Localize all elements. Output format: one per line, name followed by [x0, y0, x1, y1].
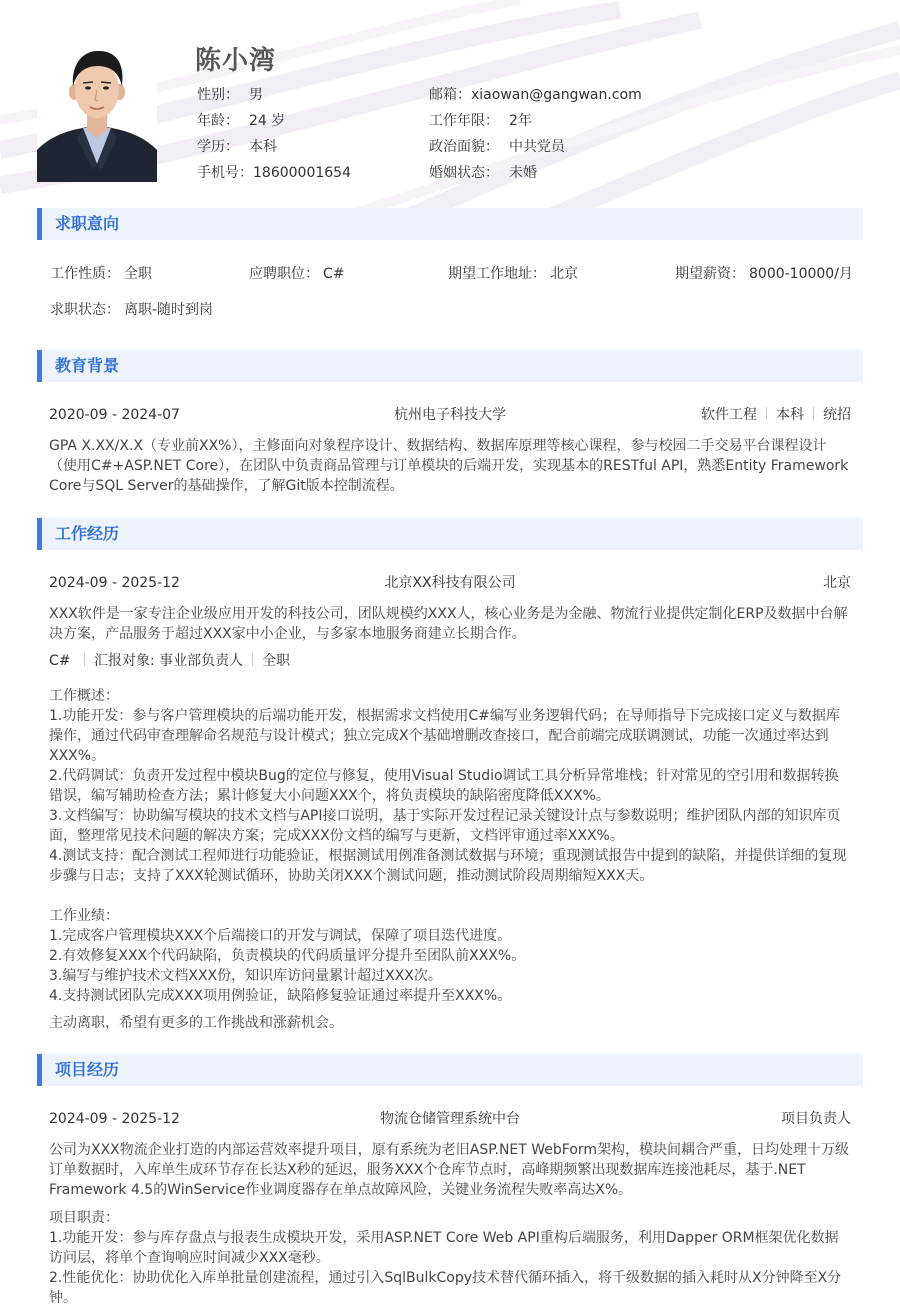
intent-value: 离职-随时到岗 — [124, 302, 214, 318]
info-marital-status — [429, 164, 642, 190]
work-detail-line: 4.支持测试团队完成XXX项用例验证，缺陷修复验证通过率提升至XXX%。 — [49, 988, 512, 1004]
project-period: 2024-09 - 2025-12 — [49, 1111, 180, 1127]
education-school: 杭州电子科技大学 — [394, 407, 506, 423]
work-detail-line: 1.功能开发：参与客户管理模块的后端功能开发，根据需求文档使用C#编写业务逻辑代码；在导师指导下完成接口定义与数据库操作，通过代码审查理解命名规范与设计模式；独立完成X个基础增删改查接口，配合前端完成联调测试，功能一次通过率达到XXX%。 — [49, 708, 840, 764]
divider — [84, 653, 85, 666]
info-label: 学历： — [197, 139, 239, 155]
info-label: 年龄： — [197, 113, 239, 129]
work-detail-line: 1.完成客户管理模块XXX个后端接口的开发与调试，保障了项目迭代进度。 — [49, 928, 512, 944]
info-value: 24 岁 — [249, 113, 286, 129]
info-label: 婚姻状态： — [429, 165, 499, 181]
work-tag-type: 全职 — [262, 653, 291, 669]
education-mode: 统招 — [823, 407, 851, 423]
project-description: 公司为XXX物流企业打造的内部运营效率提升项目，原有系统为老旧ASP.NET WebForm架构，模块间耦合严重，日均处理十万级订单数据时，入库单生成环节存在长达X秒的延迟，服务XXX个仓库节点时，高峰期频繁出现数据库连接池耗尽，基于.NET Framework 4.5的WinService作业调度器存在单点故障风险，关键业务流程失败率高达X%。 — [49, 1142, 850, 1198]
intent-label: 求职状态： — [50, 302, 120, 318]
section-accent-bar — [37, 518, 42, 550]
work-detail-line: 3.文档编写：协助编写模块的技术文档与API接口说明，基于实际开发过程记录关键设计点与参数说明；维护团队内部的知识库页面，整理常见技术问题的解决方案；完成XXX份文档的编写与更新，文档评审通过率XXX%。 — [49, 808, 841, 844]
section-project-header — [37, 1054, 863, 1086]
work-detail-line: 2.代码调试：负责开发过程中模块Bug的定位与修复，使用Visual Studio调试工具分析异常堆栈；针对常见的空引用和数据转换错误，编写辅助检查方法；累计修复大小问题XXX个，将负责模块的缺陷密度降低XXX%。 — [49, 768, 839, 804]
project-duty-item: 2.性能优化：协助优化入库单批量创建流程，通过引入SqlBulkCopy技术替代循环插入，将千级数据的插入耗时从X分钟降至X分钟。 — [49, 1270, 842, 1306]
divider — [813, 407, 814, 420]
work-tag-role: C# — [49, 653, 71, 669]
work-detail-line — [49, 886, 851, 906]
work-period: 2024-09 - 2025-12 — [49, 575, 180, 591]
work-detail-line: 3.编写与维护技术文档XXX份，知识库访问量累计超过XXX次。 — [49, 968, 442, 984]
candidate-name: 陈小湾 — [195, 46, 277, 76]
info-political-status — [429, 138, 642, 164]
profile-header — [0, 0, 900, 200]
section-title: 工作经历 — [55, 524, 120, 543]
education-period: 2020-09 - 2024-07 — [49, 407, 180, 423]
project-name: 物流仓储管理系统中台 — [380, 1111, 520, 1127]
intent-value: C# — [323, 266, 345, 282]
section-title: 求职意向 — [55, 214, 120, 233]
info-value: 18600001654 — [253, 165, 351, 181]
intent-value: 北京 — [550, 266, 578, 282]
section-job-intent-header — [37, 208, 863, 240]
section-title: 项目经历 — [55, 1060, 120, 1079]
work-detail-line: 工作概述： — [49, 688, 119, 704]
intent-label: 应聘职位： — [249, 266, 319, 282]
work-company-description: XXX软件是一家专注企业级应用开发的科技公司，团队规模约XXX人，核心业务是为金融、物流行业提供定制化ERP及数据中台解决方案，产品服务于超过XXX家中小企业，与多家本地服务商建立长期合作。 — [49, 606, 848, 642]
intent-value: 8000-10000/月 — [749, 266, 853, 282]
info-email — [429, 86, 642, 112]
info-value: 本科 — [249, 139, 277, 155]
intent-job-type — [50, 264, 152, 284]
work-detail-line: 2.有效修复XXX个代码缺陷，负责模块的代码质量评分提升至团队前XXX%。 — [49, 948, 526, 964]
info-value: xiaowan@gangwan.com — [471, 87, 642, 103]
work-details — [49, 686, 851, 1006]
work-tags — [49, 651, 290, 671]
work-detail-line: 4.测试支持：配合测试工程师进行功能验证，根据测试用例准备测试数据与环境；重现测试报告中提到的缺陷，并提供详细的复现步骤与日志；支持了XXX轮测试循环，协助关闭XXX个测试问题，推动测试阶段周期缩短XXX天。 — [49, 848, 847, 884]
section-accent-bar — [37, 1054, 42, 1086]
project-duties — [49, 1208, 851, 1308]
info-age — [197, 112, 351, 138]
info-label: 手机号： — [197, 165, 253, 181]
info-work-years — [429, 112, 642, 138]
work-company: 北京XX科技有限公司 — [384, 575, 516, 591]
divider — [766, 407, 767, 420]
basic-info-left — [197, 86, 351, 190]
basic-info-right — [429, 86, 642, 190]
education-meta — [600, 405, 851, 425]
info-value: 中共党员 — [509, 139, 565, 155]
intent-salary — [675, 264, 853, 284]
divider — [252, 653, 253, 666]
intent-value: 全职 — [124, 266, 152, 282]
info-education — [197, 138, 351, 164]
info-gender — [197, 86, 351, 112]
intent-status — [50, 300, 213, 320]
avatar — [37, 42, 157, 182]
work-city: 北京 — [823, 575, 851, 591]
info-label: 工作年限： — [429, 113, 499, 129]
info-value: 男 — [249, 87, 263, 103]
info-value: 未婚 — [509, 165, 537, 181]
education-description: GPA X.XX/X.X（专业前XX%），主修面向对象程序设计、数据结构、数据库原理等核心课程，参与校园二手交易平台课程设计（使用C#+ASP.NET Core），在团队中负责商品管理与订单模块的后端开发，实现基本的RESTful API，熟悉Entity Framework Core与SQL Server的基础操作，了解Git版本控制流程。 — [49, 438, 849, 494]
project-duty-item: 1.功能开发：参与库存盘点与报表生成模块开发，采用ASP.NET Core Web API重构后端服务，利用Dapper ORM框架优化数据访问层，将单个查询响应时间减少XXX毫秒。 — [49, 1230, 839, 1266]
info-value: 2年 — [509, 113, 532, 129]
intent-location — [448, 264, 578, 284]
project-role: 项目负责人 — [781, 1111, 851, 1127]
section-work-header — [37, 518, 863, 550]
info-label: 邮箱： — [429, 87, 471, 103]
intent-label: 工作性质： — [50, 266, 120, 282]
info-phone — [197, 164, 351, 190]
work-tag-report: 汇报对象: 事业部负责人 — [94, 653, 244, 669]
section-accent-bar — [37, 350, 42, 382]
intent-label: 期望工作地址： — [448, 266, 546, 282]
info-label: 性别： — [197, 87, 239, 103]
work-detail-line: 工作业绩： — [49, 908, 119, 924]
project-duty-label: 项目职责： — [49, 1210, 119, 1226]
info-label: 政治面貌： — [429, 139, 499, 155]
education-degree: 本科 — [776, 407, 804, 423]
intent-position — [249, 264, 345, 284]
avatar-photo-icon — [37, 42, 157, 182]
education-major: 软件工程 — [701, 407, 757, 423]
work-leave-reason: 主动离职，希望有更多的工作挑战和涨薪机会。 — [49, 1015, 343, 1031]
section-accent-bar — [37, 208, 42, 240]
intent-label: 期望薪资： — [675, 266, 745, 282]
section-education-header — [37, 350, 863, 382]
section-title: 教育背景 — [55, 356, 120, 375]
